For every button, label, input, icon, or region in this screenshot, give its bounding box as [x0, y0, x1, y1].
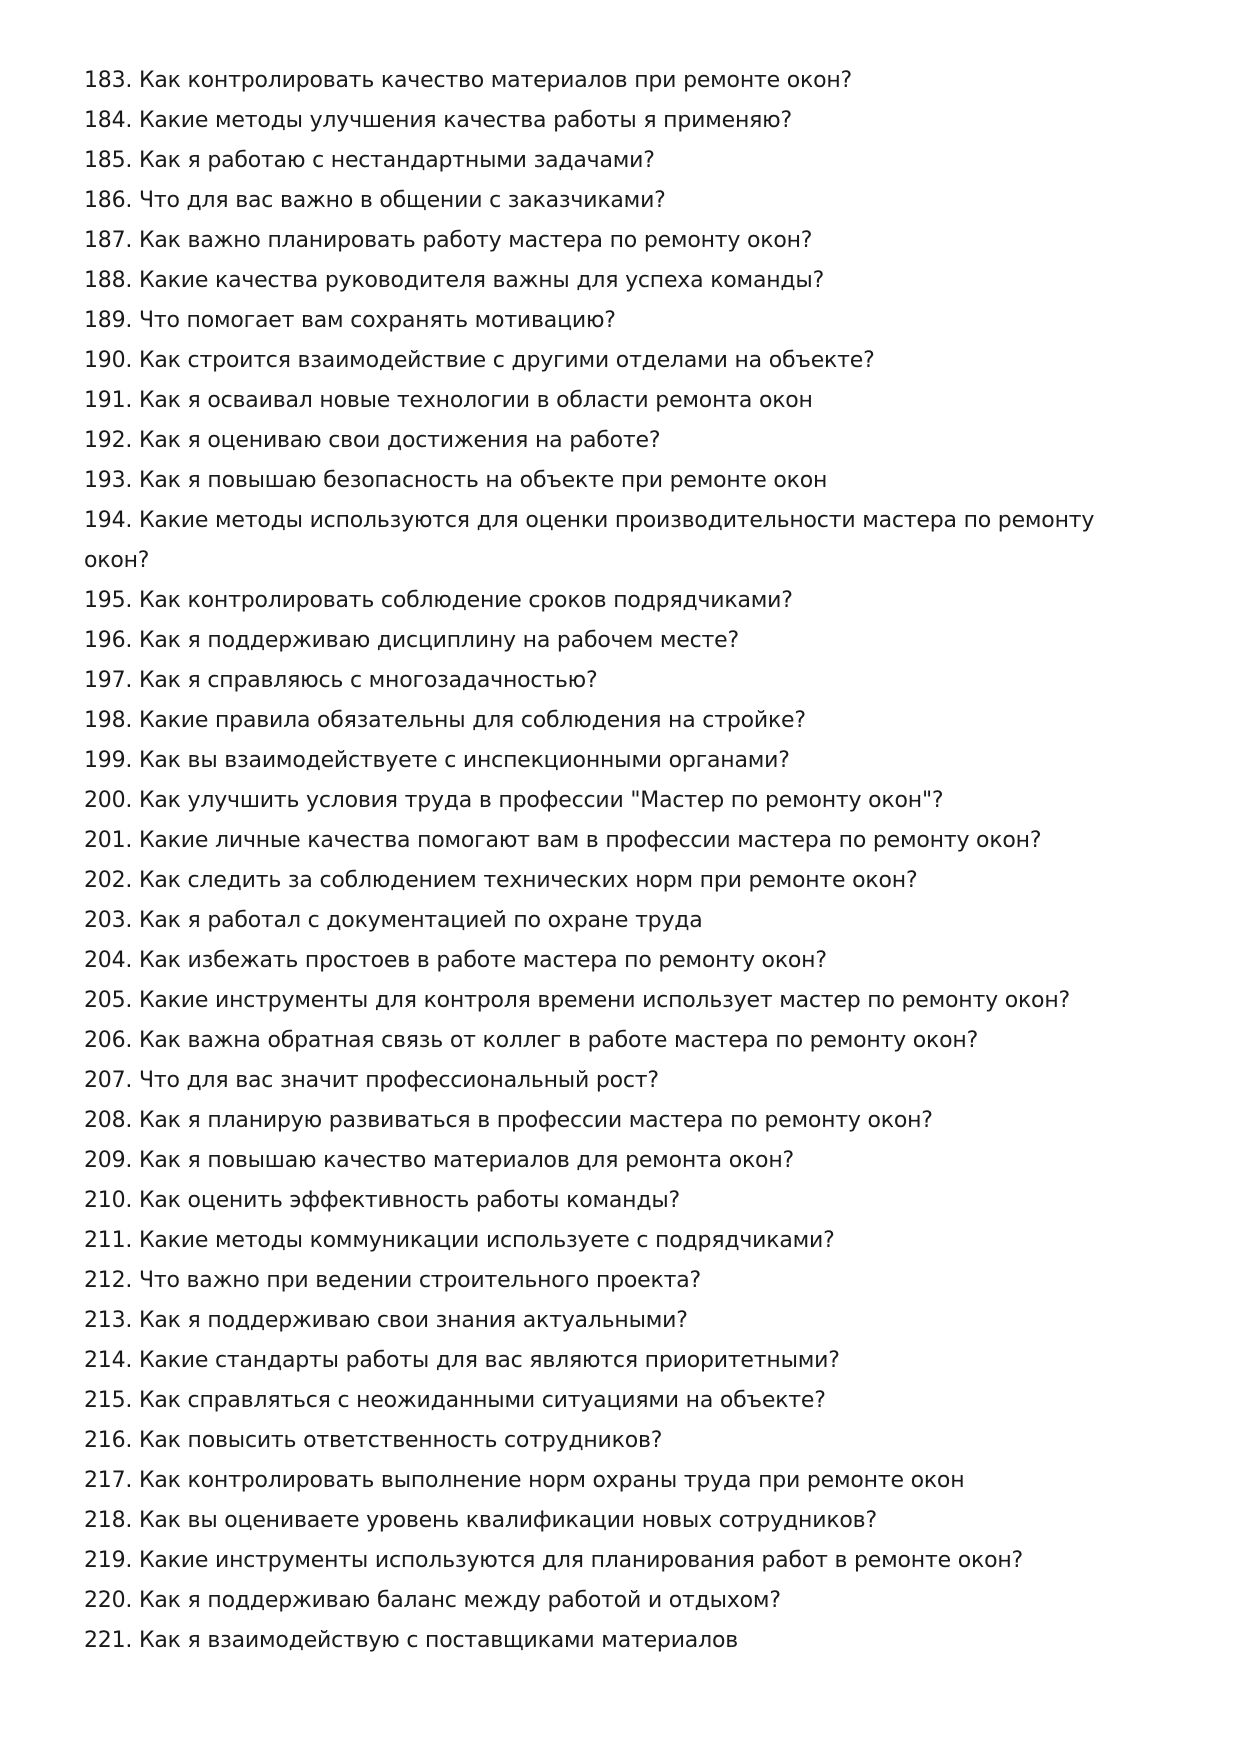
question-item: 183. Как контролировать качество материалов при ремонте окон?	[84, 68, 853, 93]
question-item: 218. Как вы оцениваете уровень квалификации новых сотрудников?	[84, 1508, 877, 1533]
question-item: 195. Как контролировать соблюдение сроков подрядчиками?	[84, 588, 793, 613]
question-item: 215. Как справляться с неожиданными ситуациями на объекте?	[84, 1388, 826, 1413]
question-item: 200. Как улучшить условия труда в профессии "Мастер по ремонту окон"?	[84, 788, 944, 813]
question-list	[84, 61, 1114, 1661]
question-item: 184. Какие методы улучшения качества работы я применяю?	[84, 108, 792, 133]
question-item: 207. Что для вас значит профессиональный рост?	[84, 1068, 659, 1093]
question-item: 185. Как я работаю с нестандартными задачами?	[84, 148, 655, 173]
question-item: 206. Как важна обратная связь от коллег в работе мастера по ремонту окон?	[84, 1028, 979, 1053]
question-item: 189. Что помогает вам сохранять мотивацию?	[84, 308, 616, 333]
question-item: 217. Как контролировать выполнение норм охраны труда при ремонте окон	[84, 1468, 965, 1493]
question-item: 216. Как повысить ответственность сотрудников?	[84, 1428, 663, 1453]
question-item: 211. Какие методы коммуникации используете с подрядчиками?	[84, 1228, 835, 1253]
question-item: 208. Как я планирую развиваться в профессии мастера по ремонту окон?	[84, 1108, 933, 1133]
question-item: 210. Как оценить эффективность работы команды?	[84, 1188, 681, 1213]
question-item: 197. Как я справляюсь с многозадачностью?	[84, 668, 598, 693]
question-item: 186. Что для вас важно в общении с заказчиками?	[84, 188, 666, 213]
question-item: 219. Какие инструменты используются для планирования работ в ремонте окон?	[84, 1548, 1023, 1573]
question-item: 220. Как я поддерживаю баланс между работой и отдыхом?	[84, 1588, 781, 1613]
question-item: 214. Какие стандарты работы для вас являются приоритетными?	[84, 1348, 840, 1373]
question-item: 221. Как я взаимодействую с поставщиками материалов	[84, 1628, 738, 1653]
question-item: 191. Как я осваивал новые технологии в области ремонта окон	[84, 388, 813, 413]
question-item: 204. Как избежать простоев в работе мастера по ремонту окон?	[84, 948, 827, 973]
question-item: 213. Как я поддерживаю свои знания актуальными?	[84, 1308, 688, 1333]
question-item: 196. Как я поддерживаю дисциплину на рабочем месте?	[84, 628, 739, 653]
question-item: 202. Как следить за соблюдением технических норм при ремонте окон?	[84, 868, 918, 893]
question-item: 203. Как я работал с документацией по охране труда	[84, 908, 703, 933]
question-item: 192. Как я оцениваю свои достижения на работе?	[84, 428, 661, 453]
question-item: 194. Какие методы используются для оценки производительности мастера по ремонту окон?	[84, 508, 1095, 573]
question-item: 198. Какие правила обязательны для соблюдения на стройке?	[84, 708, 806, 733]
question-item: 187. Как важно планировать работу мастера по ремонту окон?	[84, 228, 813, 253]
question-item: 201. Какие личные качества помогают вам в профессии мастера по ремонту окон?	[84, 828, 1042, 853]
question-item: 193. Как я повышаю безопасность на объекте при ремонте окон	[84, 468, 828, 493]
question-item: 212. Что важно при ведении строительного проекта?	[84, 1268, 701, 1293]
question-item: 199. Как вы взаимодействуете с инспекционными органами?	[84, 748, 790, 773]
question-item: 190. Как строится взаимодействие с другими отделами на объекте?	[84, 348, 875, 373]
question-item: 205. Какие инструменты для контроля времени использует мастер по ремонту окон?	[84, 988, 1070, 1013]
question-item: 209. Как я повышаю качество материалов для ремонта окон?	[84, 1148, 794, 1173]
question-item: 188. Какие качества руководителя важны для успеха команды?	[84, 268, 825, 293]
